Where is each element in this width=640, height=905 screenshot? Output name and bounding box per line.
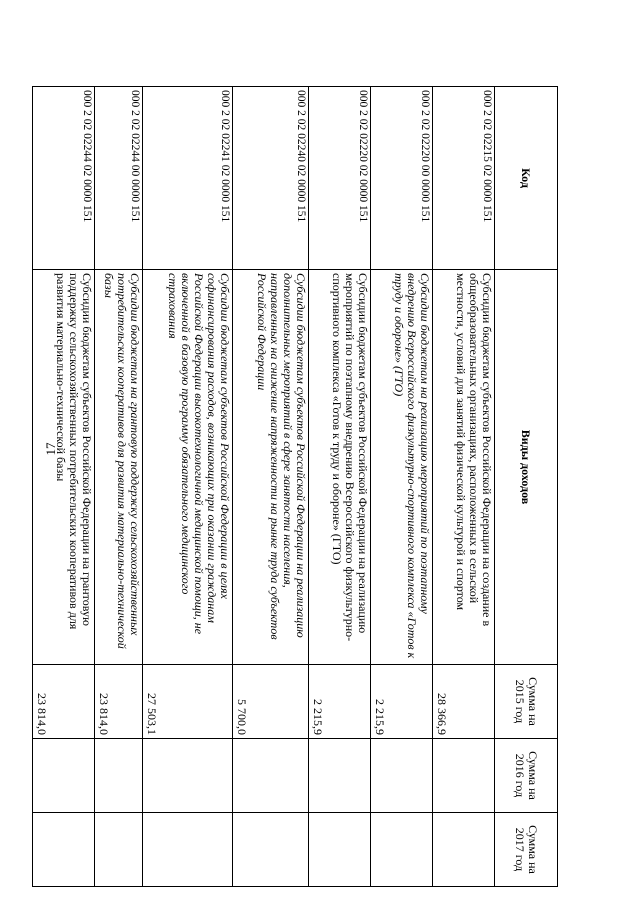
row-description: Субсидии бюджетам субъектов Российской Федерации в целях софинансирования расходов, возникающих при оказании гражданам Российской Федерации высокотехнологичной медицинской помощи, не включенной в базовую программу обязательного медицинского страхования	[143, 270, 233, 665]
row-sum-2015: 23 814,0	[33, 665, 95, 739]
row-sum-2017	[371, 813, 433, 887]
row-sum-2017	[143, 813, 233, 887]
row-sum-2017	[33, 813, 95, 887]
row-sum-2015: 28 366,9	[433, 665, 495, 739]
row-sum-2017	[309, 813, 371, 887]
row-description: Субсидии бюджетам на реализацию мероприятий по поэтапному внедрению Всероссийского физкультурно-спортивного комплекса «Готов к труду и обороне» (ГТО)	[371, 270, 433, 665]
header-sum-2016: Сумма на 2016 год	[495, 739, 558, 813]
header-sum-2015: Сумма на 2015 год	[495, 665, 558, 739]
row-code: 000 2 02 02240 02 0000 151	[233, 87, 309, 270]
table-header-row	[495, 87, 558, 887]
row-sum-2015: 27 503,1	[143, 665, 233, 739]
row-sum-2015: 2 215,9	[371, 665, 433, 739]
row-sum-2017	[433, 813, 495, 887]
table-row	[95, 87, 143, 887]
row-sum-2017	[233, 813, 309, 887]
budget-table-container	[35, 86, 558, 886]
row-sum-2016	[309, 739, 371, 813]
table-row	[371, 87, 433, 887]
row-code: 000 2 02 02220 02 0000 151	[309, 87, 371, 270]
row-sum-2015: 2 215,9	[309, 665, 371, 739]
row-sum-2016	[371, 739, 433, 813]
row-sum-2015: 23 814,0	[95, 665, 143, 739]
table-row	[233, 87, 309, 887]
row-code: 000 2 02 02215 02 0000 151	[433, 87, 495, 270]
row-sum-2016	[95, 739, 143, 813]
row-code: 000 2 02 02241 02 0000 151	[143, 87, 233, 270]
row-description: Субсидии бюджетам субъектов Российской Федерации на создание в общеобразовательных организациях, расположенных в сельской местности, условий для занятий физической культурой и спортом	[433, 270, 495, 665]
row-code: 000 2 02 02244 00 0000 151	[95, 87, 143, 270]
row-code: 000 2 02 02244 02 0000 151	[33, 87, 95, 270]
budget-income-table	[32, 86, 558, 887]
table-row	[143, 87, 233, 887]
table-row	[433, 87, 495, 887]
row-description: Субсидии бюджетам субъектов Российской Федерации на грантовую поддержку сельскохозяйственных потребительских кооперативов для развития материально-технической базы	[33, 270, 95, 665]
header-kind: Виды доходов	[495, 270, 558, 665]
row-description: Субсидии бюджетам на грантовую поддержку сельскохозяйственных потребительских кооперативов для развития материально-технической базы	[95, 270, 143, 665]
row-description: Субсидии бюджетам субъектов Российской Федерации на реализацию мероприятий по поэтапному внедрению Всероссийского физкультурно-спортивного комплекса «Готов к труду и обороне» (ГТО)	[309, 270, 371, 665]
row-sum-2016	[233, 739, 309, 813]
header-code: Код	[495, 87, 558, 270]
row-sum-2016	[143, 739, 233, 813]
row-sum-2015: 5 700,0	[233, 665, 309, 739]
row-sum-2016	[433, 739, 495, 813]
row-description: Субсидии бюджетам субъектов Российской Федерации на реализацию дополнительных мероприятий в сфере занятости населения, направленных на снижение напряженности на рынке труда субъектов Российской Федерации	[233, 270, 309, 665]
table-row	[33, 87, 95, 887]
row-code: 000 2 02 02220 00 0000 151	[371, 87, 433, 270]
table-row	[309, 87, 371, 887]
page-number: 17	[43, 442, 58, 456]
row-sum-2017	[95, 813, 143, 887]
row-sum-2016	[33, 739, 95, 813]
header-sum-2017: Сумма на 2017 год	[495, 813, 558, 887]
